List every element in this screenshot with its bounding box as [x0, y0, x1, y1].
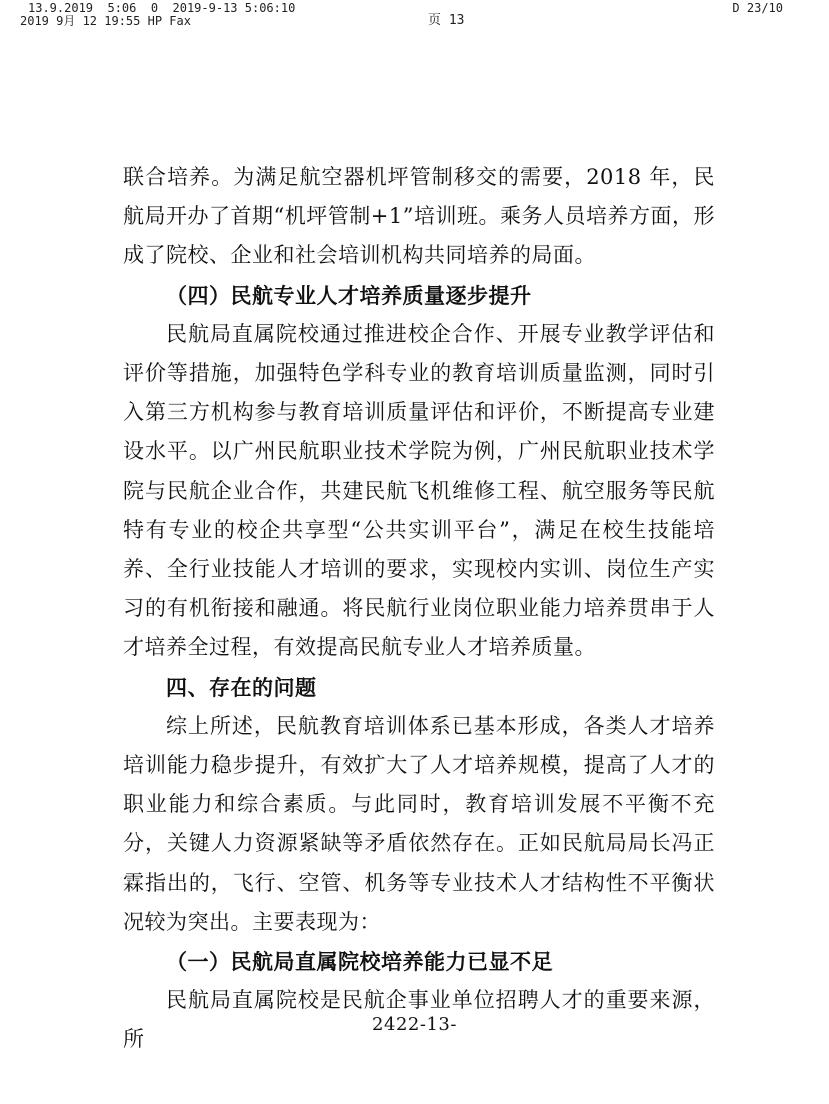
fax-header-line2: 2019 9月 12 19:55 HP Fax: [20, 14, 191, 28]
fax-header-line1: 13.9.2019 5:06 0 2019-9-13 5:06:10: [28, 1, 296, 15]
paragraph-continuation: 联合培养。为满足航空器机坪管制移交的需要，2018 年，民航局开办了首期“机坪管制+1”培训班。乘务人员培养方面，形成了院校、企业和社会培训机构共同培养的局面。: [123, 165, 715, 268]
section-heading-problems: 四、存在的问题: [166, 674, 317, 700]
page-number: 2422-13-: [372, 1014, 457, 1035]
paragraph-problems: 综上所述，民航教育培训体系已基本形成，各类人才培养培训能力稳步提升，有效扩大了人才培养规模，提高了人才的职业能力和综合素质。与此同时，教育培训发展不平衡不充分，关键人力资源紧缺等矛盾依然存在。正如民航局局长冯正霖指出的，飞行、空管、机务等专业技术人才结构性不平衡状况较为突出。主要表现为：: [123, 713, 715, 934]
section-heading-capacity: （一）民航局直属院校培养能力已显不足: [166, 949, 553, 975]
fax-header-page-label: 页 13: [428, 13, 465, 28]
fax-header-page-count: D 23/10: [732, 1, 783, 15]
paragraph-quality: 民航局直属院校通过推进校企合作、开展专业教学评估和评价等措施，加强特色学科专业的教育培训质量监测，同时引入第三方机构参与教育培训质量评估和评价，不断提高专业建设水平。以广州民航职业技术学院为例，广州民航职业技术学院与民航企业合作，共建民航飞机维修工程、航空服务等民航特有专业的校企共享型“公共实训平台”，满足在校生技能培养、全行业技能人才培训的要求，实现校内实训、岗位生产实习的有机衔接和融通。将民航行业岗位职业能力培养贯串于人才培养全过程，有效提高民航专业人才培养质量。: [123, 321, 715, 660]
section-heading-quality: （四）民航专业人才培养质量逐步提升: [166, 282, 532, 308]
document-body: [123, 158, 715, 1060]
paragraph-capacity: 民航局直属院校是民航企事业单位招聘人才的重要来源，所: [123, 988, 715, 1052]
